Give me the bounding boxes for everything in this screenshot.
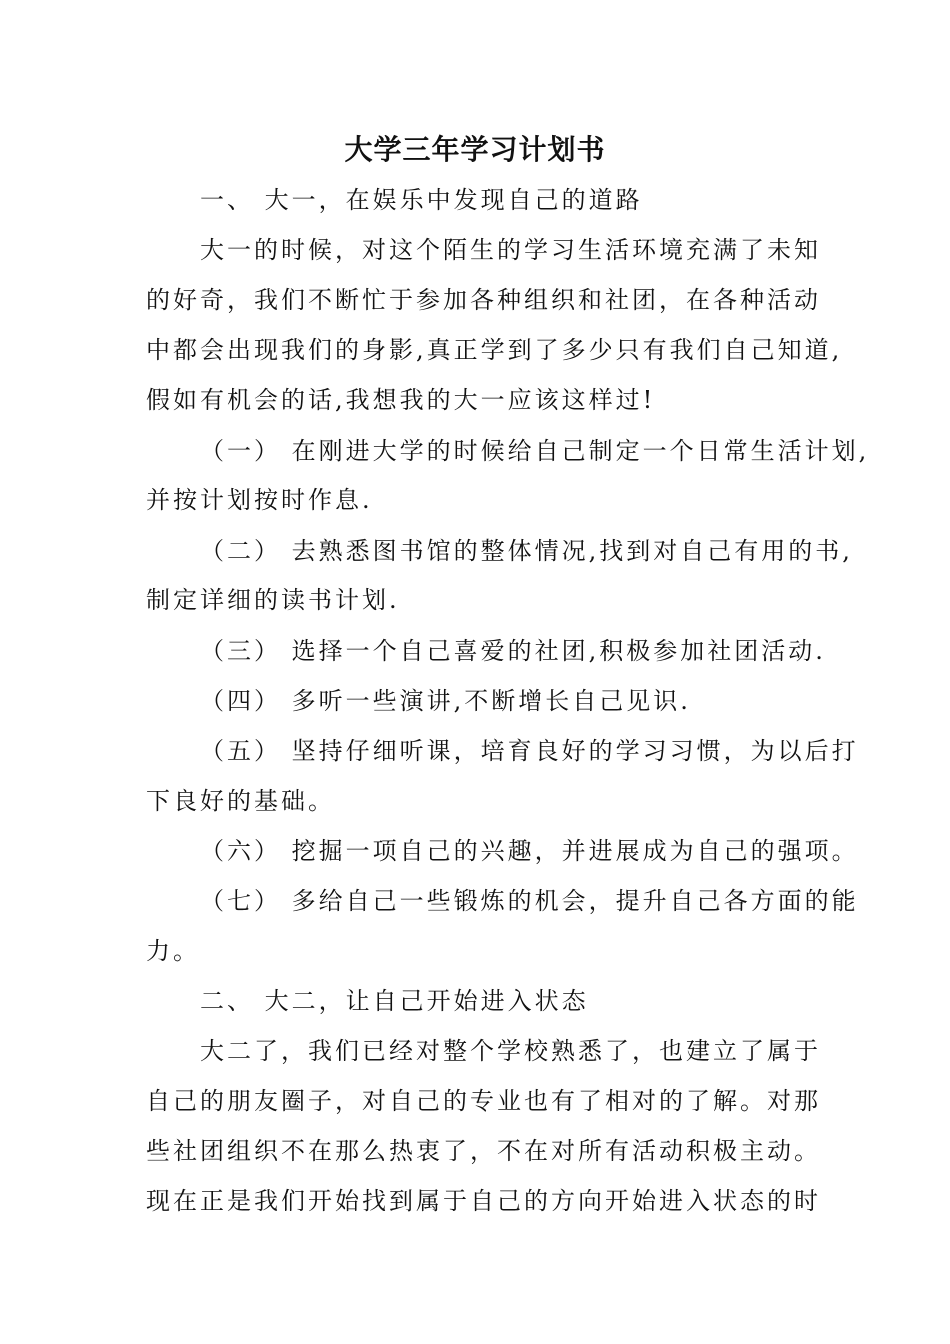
paragraph-line: 中都会出现我们的身影,真正学到了多少只有我们自己知道, — [146, 336, 843, 364]
section-heading-2: 二、 大二，让自己开始进入状态 — [200, 987, 589, 1015]
paragraph-line: 的好奇，我们不断忙于参加各种组织和社团，在各种活动 — [146, 286, 821, 314]
list-item-2-continued: 制定详细的读书计划. — [146, 586, 400, 614]
section-heading-1: 一、 大一，在娱乐中发现自己的道路 — [200, 186, 643, 214]
paragraph-line: 自己的朋友圈子，对自己的专业也有了相对的了解。对那 — [146, 1087, 821, 1115]
list-item-5: （五） 坚持仔细听课，培育良好的学习习惯，为以后打 — [200, 737, 859, 765]
list-item-7-continued: 力。 — [146, 937, 200, 965]
list-item-7: （七） 多给自己一些锻炼的机会，提升自己各方面的能 — [200, 887, 859, 915]
paragraph-line: 现在正是我们开始找到属于自己的方向开始进入状态的时 — [146, 1187, 821, 1215]
list-item-1: （一） 在刚进大学的时候给自己制定一个日常生活计划, — [200, 437, 870, 465]
paragraph-line: 大二了，我们已经对整个学校熟悉了，也建立了属于 — [200, 1037, 821, 1065]
paragraph-line: 假如有机会的话,我想我的大一应该这样过! — [146, 386, 656, 414]
list-item-2: （二） 去熟悉图书馆的整体情况,找到对自己有用的书, — [200, 537, 853, 565]
list-item-1-continued: 并按计划按时作息. — [146, 486, 373, 514]
paragraph-line: 大一的时候，对这个陌生的学习生活环境充满了未知 — [200, 236, 821, 264]
paragraph-line: 些社团组织不在那么热衷了，不在对所有活动积极主动。 — [146, 1137, 821, 1165]
list-item-3: （三） 选择一个自己喜爱的社团,积极参加社团活动. — [200, 637, 826, 665]
list-item-5-continued: 下良好的基础。 — [146, 787, 335, 815]
list-item-6: （六） 挖掘一项自己的兴趣，并进展成为自己的强项。 — [200, 837, 859, 865]
list-item-4: （四） 多听一些演讲,不断增长自己见识. — [200, 687, 691, 715]
document-title: 大学三年学习计划书 — [344, 133, 606, 166]
